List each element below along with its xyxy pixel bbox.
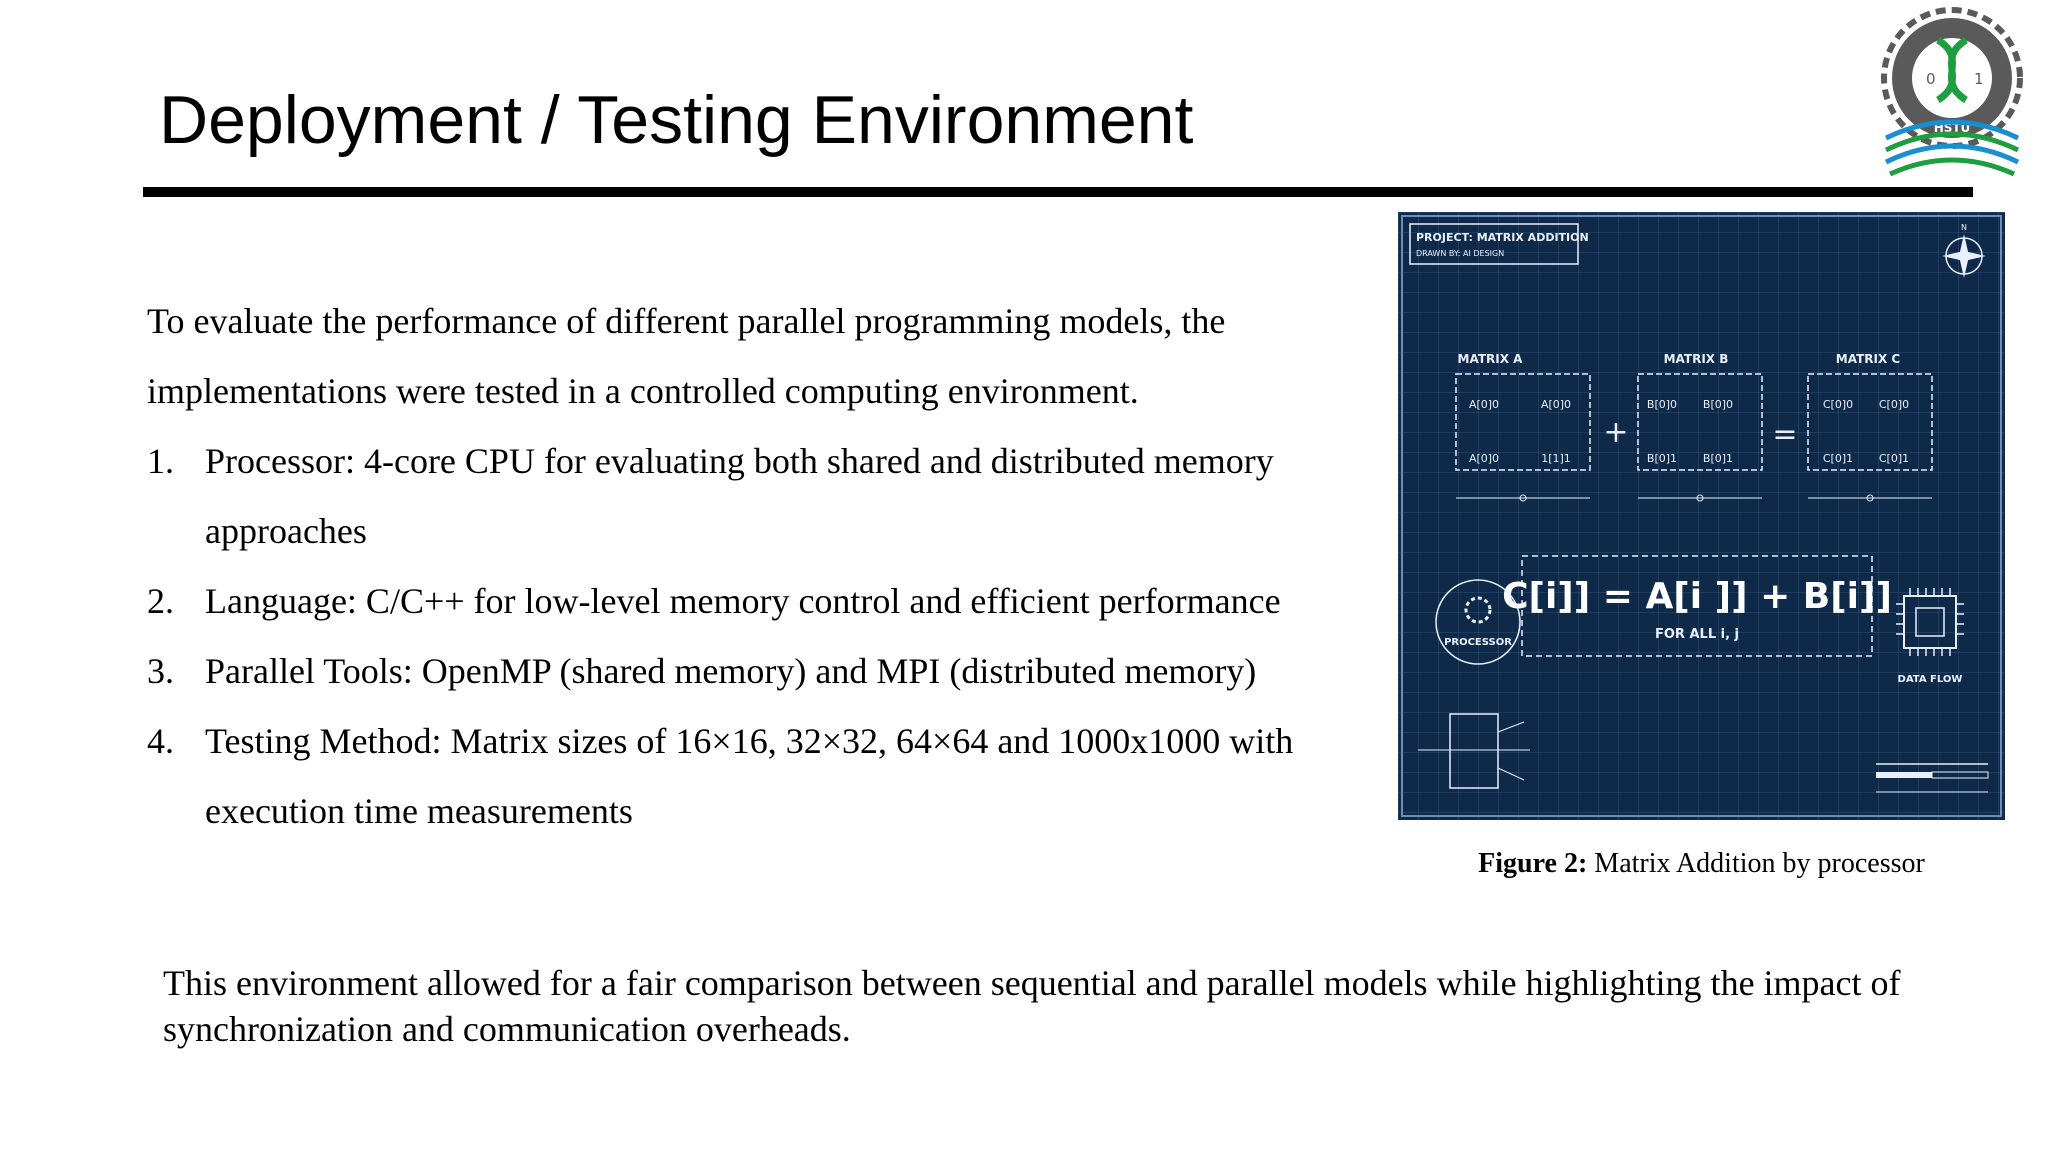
matrix-c-cell: C[0]0 xyxy=(1822,398,1854,411)
environment-list xyxy=(147,426,1407,846)
matrix-a-cell: 1[1]1 xyxy=(1541,452,1571,465)
matrix-c-cell: C[0]0 xyxy=(1878,398,1910,411)
list-item-number: 2. xyxy=(147,581,174,621)
figure-drawn-by: DRAWN BY: AI DESIGN xyxy=(1416,249,1505,258)
equals-sign: = xyxy=(1772,417,1798,452)
list-item-number: 1. xyxy=(147,441,174,481)
matrix-b-label: MATRIX B xyxy=(1663,352,1729,366)
list-item xyxy=(147,636,1407,706)
list-item-text: Processor: 4-core CPU for evaluating both shared and distributed memory approaches xyxy=(205,441,1274,551)
matrix-a-cell: A[0]0 xyxy=(1468,398,1500,411)
matrix-b-cell: B[0]1 xyxy=(1646,452,1678,465)
title-underline xyxy=(143,187,1973,197)
processor-label: PROCESSOR xyxy=(1444,637,1512,648)
matrix-c-cell: C[0]1 xyxy=(1878,452,1910,465)
compass-north: N xyxy=(1961,223,1967,232)
list-item-number: 3. xyxy=(147,651,174,691)
formula-subtext: FOR ALL i, j xyxy=(1655,627,1739,642)
list-item xyxy=(147,566,1407,636)
matrix-addition-figure xyxy=(1398,212,2005,820)
svg-text:0: 0 xyxy=(1926,70,1936,88)
list-item xyxy=(147,426,1407,566)
plus-sign: + xyxy=(1603,415,1629,450)
list-item xyxy=(147,706,1407,846)
matrix-a-cell: A[0]0 xyxy=(1540,398,1572,411)
closing-paragraph: This environment allowed for a fair comparison between sequential and parallel models while highlighting the impact of synchronization and communication overheads. xyxy=(163,963,1901,1049)
dataflow-label: DATA FLOW xyxy=(1897,674,1963,685)
intro-line-1: To evaluate the performance of different parallel programming models, the xyxy=(147,301,1226,341)
list-item-text: Parallel Tools: OpenMP (shared memory) and MPI (distributed memory) xyxy=(205,651,1257,691)
matrix-a-label: MATRIX A xyxy=(1457,352,1523,366)
list-item-text: Testing Method: Matrix sizes of 16×16, 32×32, 64×64 and 1000x1000 with execution time measurements xyxy=(205,721,1294,831)
caption-text: Matrix Addition by processor xyxy=(1587,848,1925,879)
list-item-number: 4. xyxy=(147,721,174,761)
slide-title: Deployment / Testing Environment xyxy=(159,82,1194,158)
matrix-b-cell: B[0]0 xyxy=(1702,398,1734,411)
svg-text:1: 1 xyxy=(1974,70,1984,88)
matrix-b-cell: B[0]0 xyxy=(1646,398,1678,411)
caption-label: Figure 2: xyxy=(1478,848,1588,879)
formula-text: C[i]] = A[i ]] + B[i]] xyxy=(1502,576,1892,617)
matrix-a-cell: A[0]0 xyxy=(1468,452,1500,465)
figure-caption xyxy=(1398,848,2005,880)
slide-body xyxy=(147,286,1407,846)
university-logo xyxy=(1880,6,2025,196)
intro-line-2: implementations were tested in a controlled computing environment. xyxy=(147,371,1139,411)
matrix-c-label: MATRIX C xyxy=(1835,352,1901,366)
matrix-c-cell: C[0]1 xyxy=(1822,452,1854,465)
logo-abbr: HSTU xyxy=(1933,121,1971,135)
matrix-b-cell: B[0]1 xyxy=(1702,452,1734,465)
figure-project-label: PROJECT: MATRIX ADDITION xyxy=(1416,231,1589,244)
list-item-text: Language: C/C++ for low-level memory control and efficient performance xyxy=(205,581,1281,621)
